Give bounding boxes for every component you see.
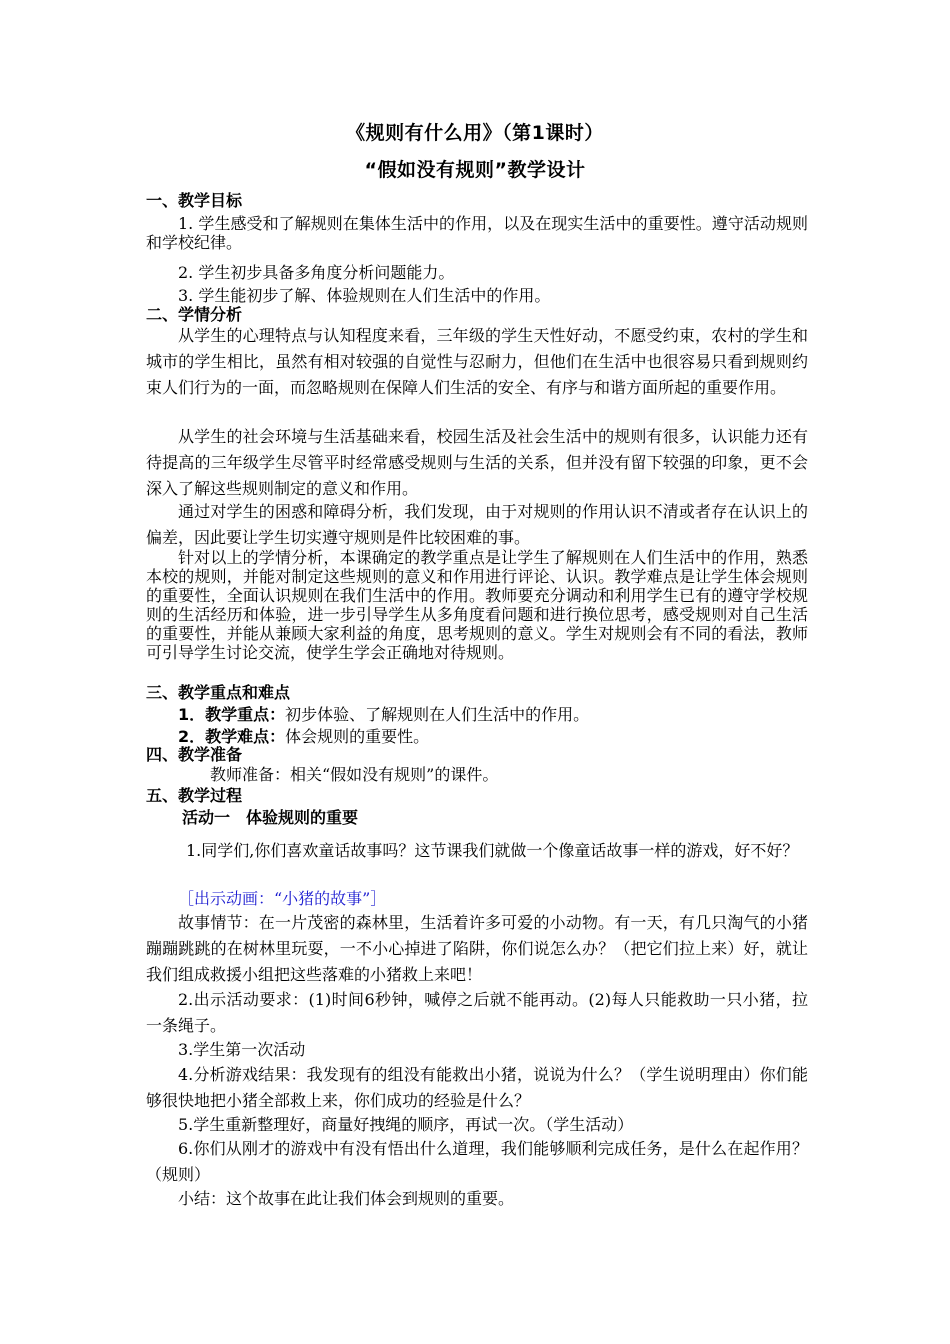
process-step: 故事情节：在一片茂密的森林里，生活着许多可爱的小动物。有一天，有几只淘气的小猪蹦蹦跳跳的在树林里玩耍，一不小心掉进了陷阱，你们说怎么办？（把它们拉上来）好，就让我们组成救援小组把这些落难的小猪救上来吧！	[146, 913, 808, 984]
document-subtitle: “假如没有规则”教学设计	[364, 159, 586, 181]
teaching-key-label: 1．教学重点：	[178, 705, 286, 724]
teaching-difficulty-label: 2．教学难点：	[178, 727, 286, 746]
process-step: 5.学生重新整理好，商量好拽绳的顺序，再试一次。（学生活动）	[178, 1115, 634, 1134]
analysis-paragraph: 针对以上的学情分析，本课确定的教学重点是让学生了解规则在人们生活中的作用，熟悉本校的规则，并能对制定这些规则的意义和作用进行评论、认识。教学难点是让学生体会规则的重要性，全面认识规则在我们生活中的作用。教师要充分调动和利用学生已有的遵守学校规则的生活经历和体验，进一步引导学生从多角度看问题和进行换位思考，感受规则对自己生活的重要性，并能从兼顾大家利益的角度，思考规则的意义。学生对规则会有不同的看法，教师可引导学生讨论交流，使学生学会正确地对待规则。	[146, 548, 808, 662]
objective-item: 2. 学生初步具备多角度分析问题能力。	[178, 263, 455, 282]
process-step: 6.你们从刚才的游戏中有没有悟出什么道理，我们能够顺利完成任务，是什么在起作用？（规则）	[146, 1139, 808, 1184]
summary-text: 小结：这个故事在此让我们体会到规则的重要。	[178, 1189, 515, 1208]
teaching-difficulty	[178, 726, 840, 748]
process-step: 2.出示活动要求：(1)时间6秒钟，喊停之后就不能再动。(2)每人只能救助一只小猪，拉一条绳子。	[146, 990, 808, 1035]
objective-item: 1. 学生感受和了解规则在集体生活中的作用，以及在现实生活中的重要性。遵守活动规则和学校纪律。	[146, 214, 808, 252]
objective-item: 3. 学生能初步了解、体验规则在人们生活中的作用。	[178, 286, 551, 305]
section-heading-analysis: 二、学情分析	[146, 305, 243, 324]
section-heading-process: 五、教学过程	[146, 786, 243, 805]
section-heading-focus: 三、教学重点和难点	[146, 683, 291, 702]
section-heading-objectives: 一、教学目标	[146, 191, 243, 210]
preparation-text: 教师准备：相关“假如没有规则”的课件。	[210, 765, 499, 784]
teaching-difficulty-text: 体会规则的重要性。	[285, 727, 430, 746]
analysis-paragraph: 从学生的心理特点与认知程度来看，三年级的学生天性好动，不愿受约束，农村的学生和城市的学生相比，虽然有相对较强的自觉性与忍耐力，但他们在生活中也很容易只看到规则约束人们行为的一面，而忽略规则在保障人们生活的安全、有序与和谐方面所起的重要作用。	[146, 326, 808, 397]
analysis-paragraph: 通过对学生的困惑和障碍分析，我们发现，由于对规则的作用认识不清或者存在认识上的偏差，因此要让学生切实遵守规则是件比较困难的事。	[146, 502, 808, 547]
teaching-key-point	[178, 704, 840, 726]
process-step: 4.分析游戏结果：我发现有的组没有能救出小猪，说说为什么？（学生说明理由）你们能够很快地把小猪全部救上来，你们成功的经验是什么？	[146, 1065, 808, 1110]
activity-title: 活动一 体验规则的重要	[182, 808, 359, 827]
section-heading-preparation: 四、教学准备	[146, 745, 243, 764]
analysis-paragraph: 从学生的社会环境与生活基础来看，校园生活及社会生活中的规则有很多，认识能力还有待提高的三年级学生尽管平时经常感受规则与生活的关系，但并没有留下较强的印象，更不会深入了解这些规则制定的意义和作用。	[146, 427, 808, 498]
document-title: 《规则有什么用》（第1课时）	[346, 122, 604, 144]
process-step: 1.同学们,你们喜欢童话故事吗？这节课我们就做一个像童话故事一样的游戏，好不好？	[186, 841, 799, 860]
animation-cue: ［出示动画：“小猪的故事”］	[178, 889, 387, 908]
process-step: 3.学生第一次活动	[178, 1040, 306, 1059]
teaching-key-text: 初步体验、了解规则在人们生活中的作用。	[285, 705, 590, 724]
